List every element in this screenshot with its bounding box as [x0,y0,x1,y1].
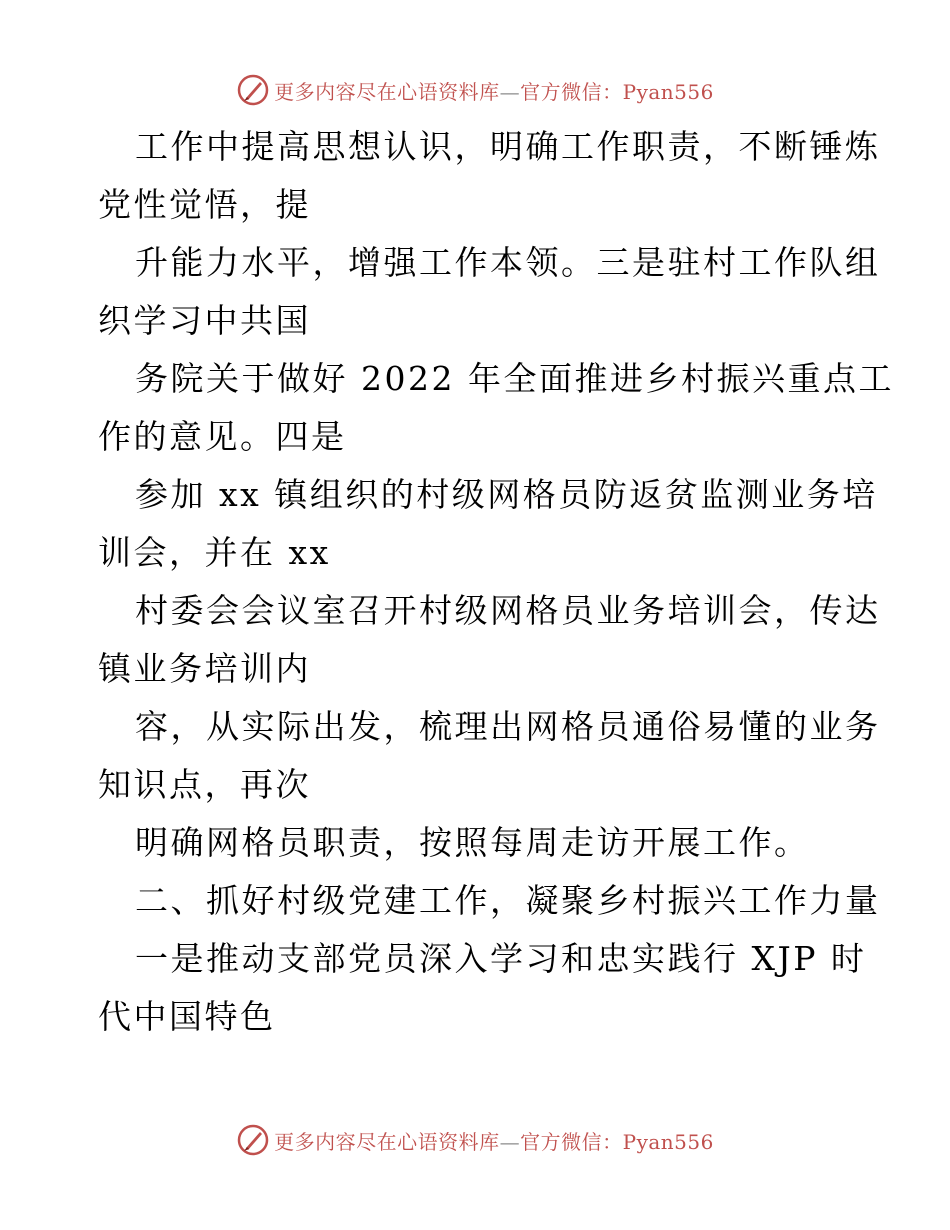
watermark-main: 更多内容尽在心语资料库 [274,1129,500,1154]
watermark-text [274,76,714,105]
document-line: 升能力水平，增强工作本领。三是驻村工作队组 [135,243,881,282]
document-line: 容，从实际出发，梳理出网格员通俗易懂的业务 [135,707,881,746]
document-line: 务院关于做好 2022 年全面推进乡村振兴重点工 [135,359,894,398]
watermark-account: Pyan556 [622,1129,714,1154]
quill-logo-icon [236,73,270,107]
watermark-label: 官方微信： [520,79,623,104]
watermark-account: Pyan556 [622,79,714,104]
document-line: 作的意见。四是 [98,417,347,456]
document-line: 织学习中共国 [98,301,311,340]
quill-logo-icon [236,1123,270,1157]
watermark-dash: — [499,79,521,104]
watermark-main: 更多内容尽在心语资料库 [274,79,500,104]
watermark-dash: — [499,1129,521,1154]
document-line: 镇业务培训内 [98,649,311,688]
document-line: 训会，并在 xx [98,533,331,572]
document-line: 知识点，再次 [98,765,311,804]
document-line: 参加 xx 镇组织的村级网格员防返贫监测业务培 [135,475,878,514]
footer-watermark [0,1120,950,1160]
document-line: 二、抓好村级党建工作，凝聚乡村振兴工作力量 [135,881,881,920]
document-line: 党性觉悟，提 [98,185,311,224]
document-body [98,118,894,1046]
watermark-text [274,1126,714,1155]
watermark-label: 官方微信： [520,1129,623,1154]
document-line: 一是推动支部党员深入学习和忠实践行 XJP 时 [135,939,867,978]
document-line: 明确网格员职责，按照每周走访开展工作。 [135,823,810,862]
document-line: 代中国特色 [98,997,276,1036]
document-line: 工作中提高思想认识，明确工作职责，不断锤炼 [135,127,881,166]
header-watermark [0,70,950,110]
document-line: 村委会会议室召开村级网格员业务培训会，传达 [135,591,881,630]
